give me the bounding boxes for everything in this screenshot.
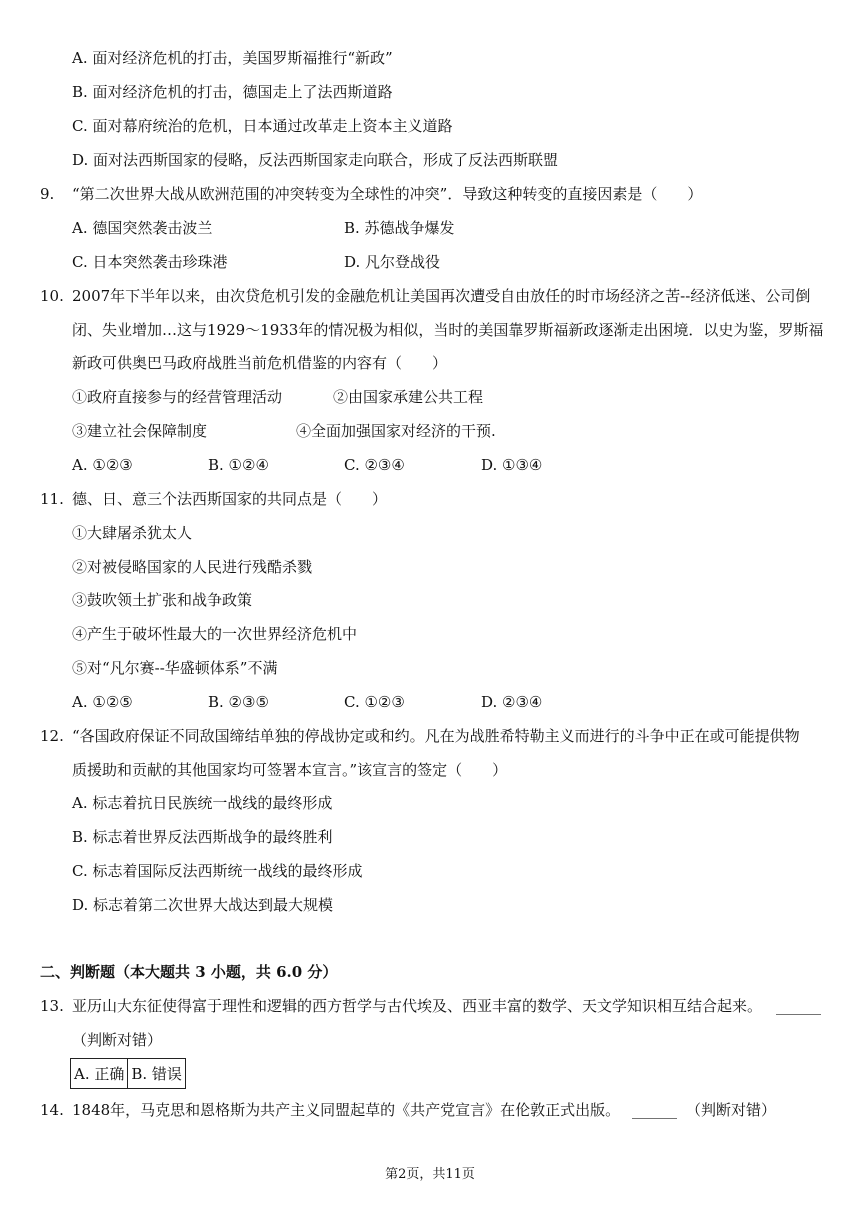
q10-stem-line3: 新政可供奥巴马政府战胜当前危机借鉴的内容有（ ） (72, 354, 448, 372)
q8-option-b: B. 面对经济危机的打击，德国走上了法西斯道路 (72, 83, 393, 101)
q9-option-d: D. 凡尔登战役 (344, 253, 441, 271)
q10-stem-line2: 闭、失业增加…这与1929～1933年的情况极为相似，当时的美国靠罗斯福新政逐渐走出困境．以史为鉴，罗斯福 (72, 321, 824, 339)
q10-option-c: C. ②③④ (344, 456, 405, 474)
q11-stem: 德、日、意三个法西斯国家的共同点是（ ） (72, 490, 388, 508)
q14-hint: （判断对错） (686, 1101, 777, 1119)
q12-stem-line1: “各国政府保证不同敌国缔结单独的停战协定或和约。凡在为战胜希特勒主义而进行的斗争中正在或可能提供物 (72, 727, 800, 745)
q10-item-4: ④全面加强国家对经济的干预. (296, 422, 496, 440)
q8-option-a: A. 面对经济危机的打击，美国罗斯福推行“新政” (72, 49, 393, 67)
q9-option-b: B. 苏德战争爆发 (344, 219, 455, 237)
q8-option-d: D. 面对法西斯国家的侵略，反法西斯国家走向联合，形成了反法西斯联盟 (72, 151, 559, 169)
q10-option-b: B. ①②④ (208, 456, 269, 474)
q11-item-5: ⑤对“凡尔赛--华盛顿体系”不满 (72, 659, 278, 677)
q13-option-correct[interactable]: A. 正确 (71, 1059, 128, 1089)
page-footer: 第2页，共11页 (385, 1167, 475, 1182)
q9-option-c: C. 日本突然袭击珍珠港 (72, 253, 228, 271)
q12-option-d: D. 标志着第二次世界大战达到最大规模 (72, 896, 334, 914)
q12-option-a: A. 标志着抗日民族统一战线的最终形成 (72, 794, 333, 812)
q10-number: 10. (40, 287, 64, 305)
q14-stem: 1848年，马克思和恩格斯为共产主义同盟起草的《共产党宣言》在伦敦正式出版。 (72, 1101, 621, 1119)
q10-stem-line1: 2007年下半年以来，由次贷危机引发的金融危机让美国再次遭受自由放任的时市场经济之苦--经济低迷、公司倒 (72, 287, 811, 305)
q13-answer-blank[interactable]: ______ (776, 997, 821, 1015)
q13-number: 13. (40, 997, 64, 1015)
q12-option-c: C. 标志着国际反法西斯统一战线的最终形成 (72, 862, 363, 880)
q13-options-table (70, 1058, 186, 1089)
q12-option-b: B. 标志着世界反法西斯战争的最终胜利 (72, 828, 333, 846)
q10-option-a: A. ①②③ (72, 456, 133, 474)
section-heading-judgment: 二、判断题（本大题共 3 小题，共 6.0 分） (40, 963, 338, 981)
q10-item-1: ①政府直接参与的经营管理活动 (72, 388, 283, 406)
q10-item-2: ②由国家承建公共工程 (333, 388, 484, 406)
q13-hint: （判断对错） (72, 1031, 163, 1049)
q11-item-4: ④产生于破坏性最大的一次世界经济危机中 (72, 625, 358, 643)
q11-number: 11. (40, 490, 64, 508)
q10-option-d: D. ①③④ (481, 456, 543, 474)
q13-stem: 亚历山大东征使得富于理性和逻辑的西方哲学与古代埃及、西亚丰富的数学、天文学知识相互结合起来。 (72, 997, 763, 1015)
q11-item-1: ①大肆屠杀犹太人 (72, 524, 193, 542)
q11-item-2: ②对被侵略国家的人民进行残酷杀戮 (72, 558, 313, 576)
q11-option-d: D. ②③④ (481, 693, 543, 711)
q8-option-c: C. 面对幕府统治的危机，日本通过改革走上资本主义道路 (72, 117, 453, 135)
q11-option-a: A. ①②⑤ (72, 693, 133, 711)
q11-option-c: C. ①②③ (344, 693, 405, 711)
q9-stem: “第二次世界大战从欧洲范围的冲突转变为全球性的冲突”．导致这种转变的直接因素是（ ） (72, 185, 703, 203)
q11-item-3: ③鼓吹领土扩张和战争政策 (72, 591, 253, 609)
q12-number: 12. (40, 727, 64, 745)
q14-answer-blank[interactable]: ______ (632, 1101, 677, 1119)
q14-number: 14. (40, 1101, 64, 1119)
q9-option-a: A. 德国突然袭击波兰 (72, 219, 213, 237)
q9-number: 9. (40, 185, 55, 203)
q11-option-b: B. ②③⑤ (208, 693, 269, 711)
q12-stem-line2: 质援助和贡献的其他国家均可签署本宣言。”该宣言的签定（ ） (72, 761, 508, 779)
q10-item-3: ③建立社会保障制度 (72, 422, 208, 440)
q13-option-wrong[interactable]: B. 错误 (128, 1059, 186, 1089)
